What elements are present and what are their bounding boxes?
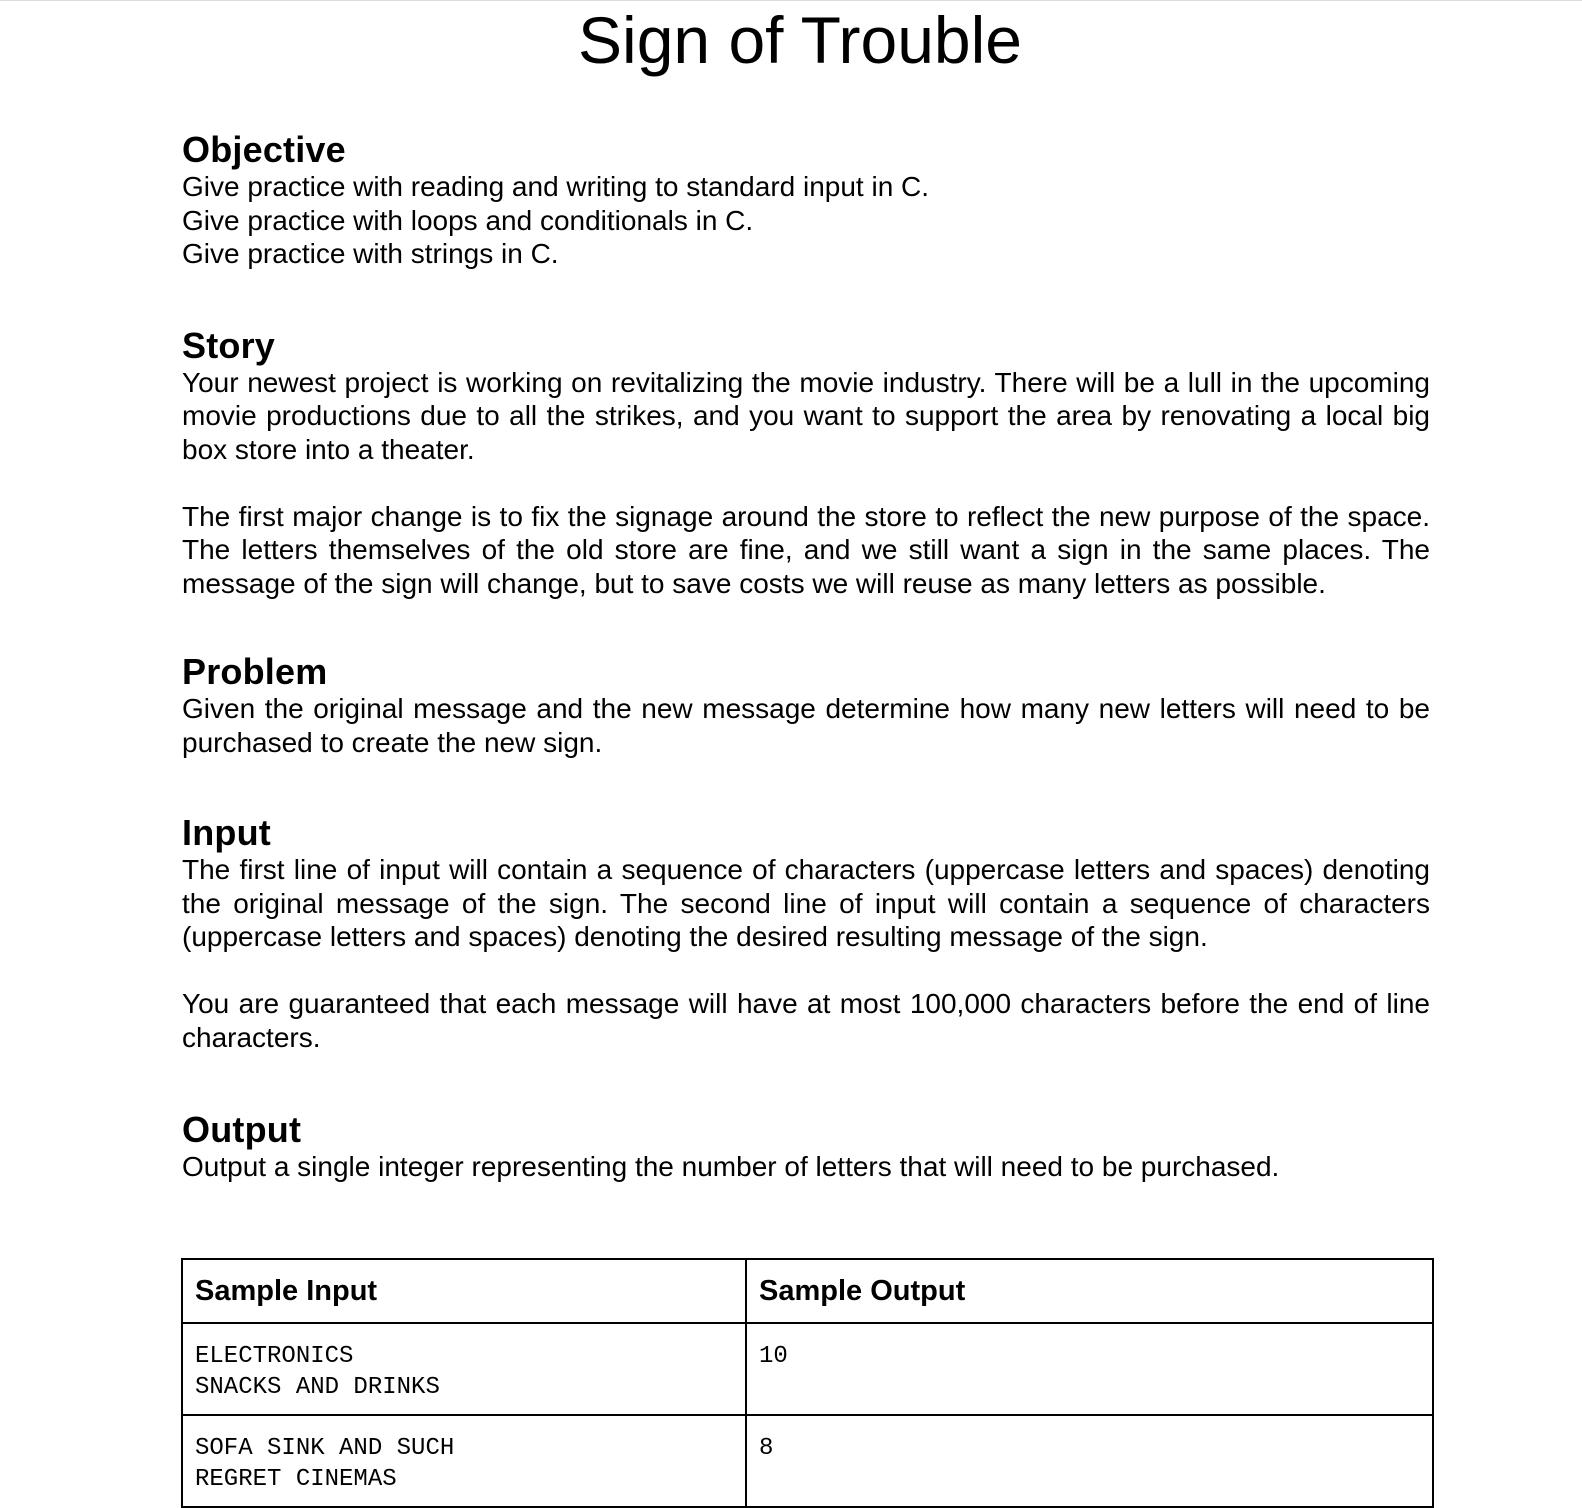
story-paragraph: The first major change is to fix the signage around the store to reflect the new purpose of the space. The letters themselves of the old store are fine, and we still want a sign in the same places. The message of the sign will change, but to save costs we will reuse as many letters as possible. [182, 500, 1430, 599]
objective-section [182, 130, 1430, 271]
problem-section [182, 652, 1430, 759]
story-section [182, 326, 1430, 601]
story-paragraph: Your newest project is working on revitalizing the movie industry. There will be a lull in the upcoming movie productions due to all the strikes, and you want to support the area by renovating a local big box store into a theater. [182, 366, 1430, 465]
sample-input-line: REGRET CINEMAS [195, 1466, 397, 1493]
page-title: Sign of Trouble [578, 3, 1022, 77]
sample-output-value: 10 [759, 1343, 788, 1370]
objective-line: Give practice with strings in C. [182, 238, 559, 269]
input-paragraph: You are guaranteed that each message will have at most 100,000 characters before the end of line characters. [182, 988, 1430, 1053]
sample-table-header-row [182, 1259, 1433, 1323]
input-section [182, 813, 1430, 1054]
sample-row [182, 1323, 1433, 1415]
output-section [182, 1110, 1430, 1184]
input-heading: Input [182, 812, 271, 853]
objective-line: Give practice with loops and conditionals in C. [182, 204, 754, 236]
sample-output-header: Sample Output [746, 1259, 1433, 1323]
objective-heading: Objective [182, 129, 346, 170]
problem-heading: Problem [182, 651, 328, 692]
sample-input-line: ELECTRONICS [195, 1343, 354, 1370]
objective-line: Give practice with reading and writing to standard input in C. [182, 171, 930, 202]
output-heading: Output [182, 1109, 302, 1150]
sample-input-header: Sample Input [182, 1259, 746, 1323]
sample-output-value: 8 [759, 1435, 774, 1462]
output-paragraph: Output a single integer representing the number of letters that will need to be purchased. [182, 1151, 1280, 1182]
sample-input-cell [182, 1415, 746, 1507]
input-paragraph: The first line of input will contain a sequence of characters (uppercase letters and spaces) denoting the original message of the sign. The second line of input will contain a sequence of characters (uppercase letters and spaces) denoting the desired resulting message of the sign. [182, 854, 1430, 952]
sample-table [181, 1258, 1434, 1508]
sample-output-cell [746, 1415, 1433, 1507]
page-top-border [0, 0, 1582, 1]
sample-row [182, 1415, 1433, 1507]
story-heading: Story [182, 324, 276, 366]
sample-output-cell [746, 1323, 1433, 1415]
sample-input-line: SOFA SINK AND SUCH [195, 1435, 455, 1462]
sample-input-cell [182, 1323, 746, 1415]
sample-input-line: SNACKS AND DRINKS [195, 1374, 440, 1401]
problem-paragraph: Given the original message and the new message determine how many new letters will need to be purchased to create the new sign. [182, 693, 1430, 758]
document-body [182, 130, 1430, 1184]
